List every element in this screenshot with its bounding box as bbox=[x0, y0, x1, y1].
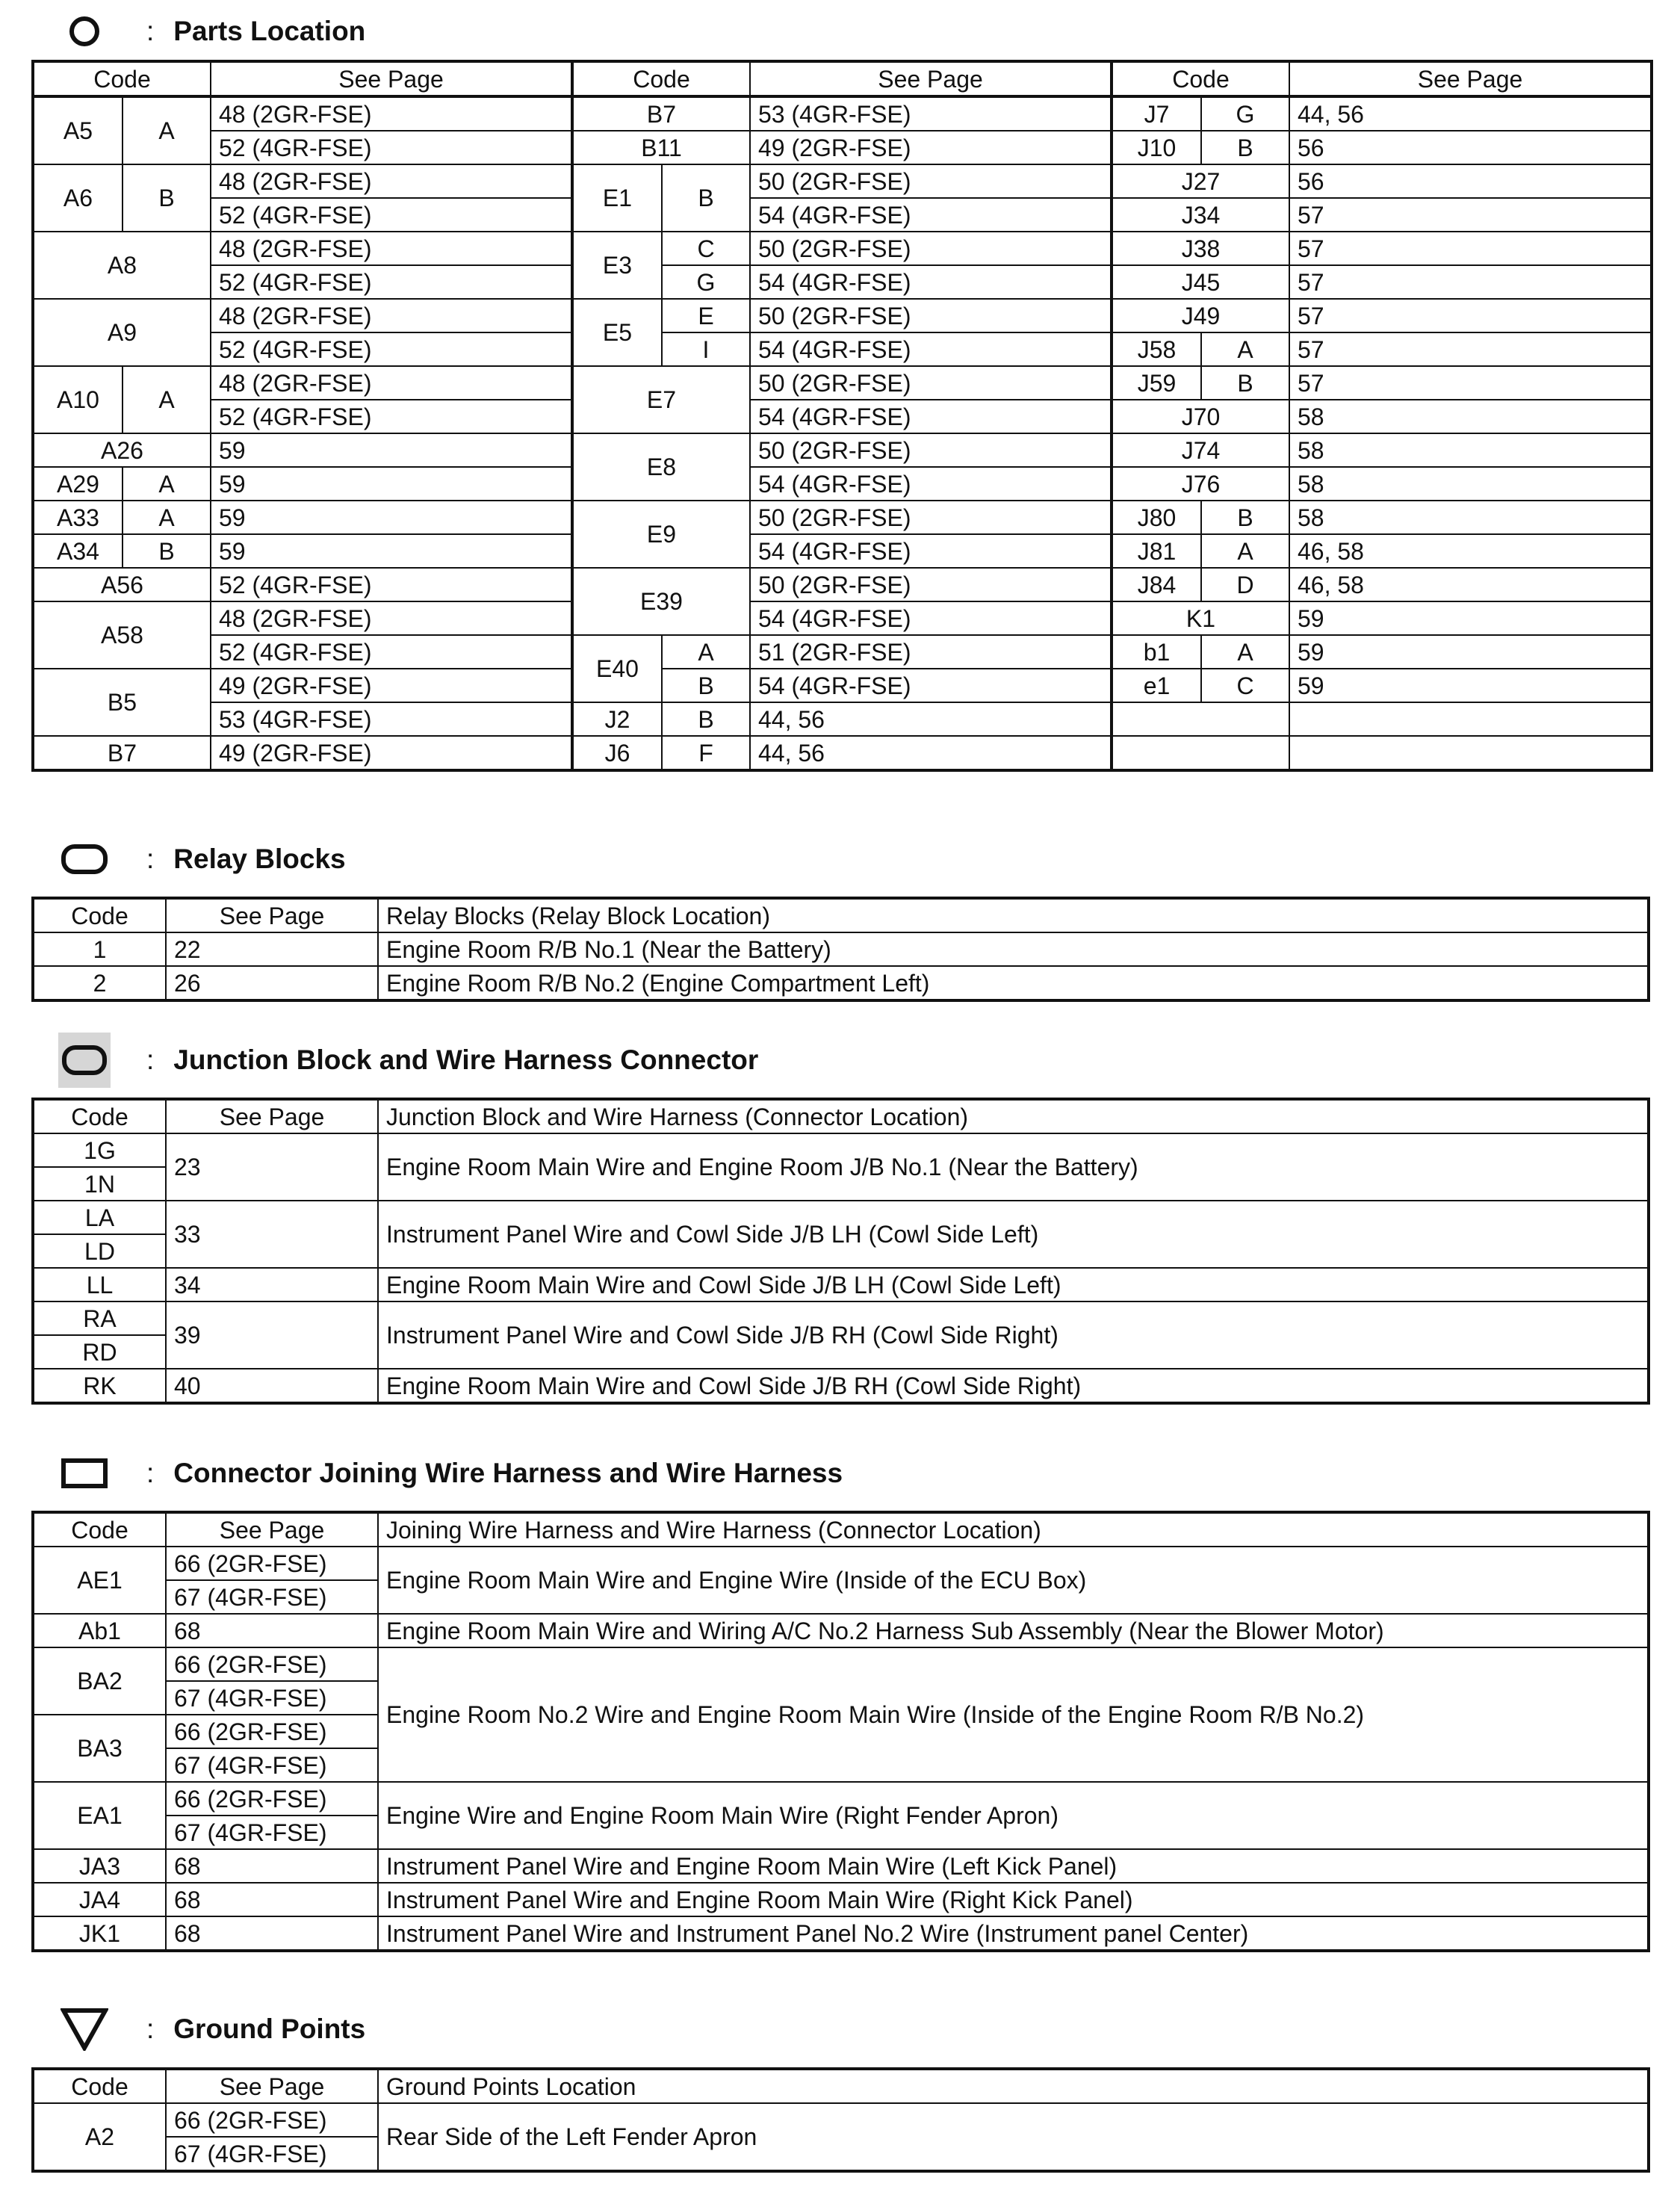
desc-cell: Instrument Panel Wire and Cowl Side J/B RH (Cowl Side Right) bbox=[378, 1301, 1649, 1369]
table-row bbox=[33, 332, 1652, 366]
col-header-code: Code bbox=[33, 1099, 166, 1133]
table-row bbox=[33, 1201, 1649, 1234]
sub-code-cell: B bbox=[662, 164, 750, 232]
page-cell: 50 (2GR-FSE) bbox=[750, 232, 1112, 265]
page-cell: 26 bbox=[166, 966, 378, 1000]
page-cell: 54 (4GR-FSE) bbox=[750, 332, 1112, 366]
page-cell: 48 (2GR-FSE) bbox=[211, 299, 572, 332]
page-cell: 52 (4GR-FSE) bbox=[211, 400, 572, 433]
code-cell: AE1 bbox=[33, 1547, 166, 1614]
page-cell: 52 (4GR-FSE) bbox=[211, 568, 572, 601]
page-cell: 57 bbox=[1289, 198, 1652, 232]
sub-code-cell: A bbox=[123, 501, 211, 534]
relay-blocks-header bbox=[58, 837, 346, 882]
sub-code-cell: B bbox=[1201, 131, 1289, 164]
page-cell: 22 bbox=[166, 932, 378, 966]
code-cell: J70 bbox=[1112, 400, 1289, 433]
code-cell: J81 bbox=[1112, 534, 1201, 568]
colon: : bbox=[146, 16, 155, 46]
table-row bbox=[33, 96, 1652, 131]
connector-joining-table bbox=[31, 1511, 1650, 1952]
sub-code-cell: G bbox=[662, 265, 750, 299]
code-cell: J10 bbox=[1112, 131, 1201, 164]
code-cell: J59 bbox=[1112, 366, 1201, 400]
page-cell: 44, 56 bbox=[750, 736, 1112, 770]
code-cell: 1 bbox=[33, 932, 166, 966]
ground-points-header bbox=[58, 2007, 365, 2052]
page-cell: 66 (2GR-FSE) bbox=[166, 1647, 378, 1681]
empty-cell bbox=[1289, 736, 1652, 770]
page-cell: 34 bbox=[166, 1268, 378, 1301]
page-cell: 59 bbox=[1289, 601, 1652, 635]
code-cell: e1 bbox=[1112, 669, 1201, 702]
table-row bbox=[33, 534, 1652, 568]
code-cell: A8 bbox=[33, 232, 211, 299]
desc-cell: Engine Room Main Wire and Cowl Side J/B RH (Cowl Side Right) bbox=[378, 1369, 1649, 1403]
sub-code-cell: E bbox=[662, 299, 750, 332]
page-cell: 52 (4GR-FSE) bbox=[211, 332, 572, 366]
page-cell: 50 (2GR-FSE) bbox=[750, 366, 1112, 400]
page-cell: 44, 56 bbox=[750, 702, 1112, 736]
code-cell: J38 bbox=[1112, 232, 1289, 265]
page-cell: 66 (2GR-FSE) bbox=[166, 1782, 378, 1816]
code-cell: J34 bbox=[1112, 198, 1289, 232]
code-cell: EA1 bbox=[33, 1782, 166, 1849]
table-row bbox=[33, 1547, 1649, 1580]
table-row bbox=[33, 433, 1652, 467]
sub-code-cell: B bbox=[123, 164, 211, 232]
table-row bbox=[33, 635, 1652, 669]
page-cell: 39 bbox=[166, 1301, 378, 1369]
desc-cell: Engine Room No.2 Wire and Engine Room Main Wire (Inside of the Engine Room R/B No.2) bbox=[378, 1647, 1649, 1782]
page-cell: 46, 58 bbox=[1289, 534, 1652, 568]
page-cell: 50 (2GR-FSE) bbox=[750, 568, 1112, 601]
code-cell: J6 bbox=[572, 736, 662, 770]
page-cell: 48 (2GR-FSE) bbox=[211, 232, 572, 265]
desc-cell: Engine Room Main Wire and Engine Wire (Inside of the ECU Box) bbox=[378, 1547, 1649, 1614]
page-cell: 57 bbox=[1289, 232, 1652, 265]
desc-cell: Rear Side of the Left Fender Apron bbox=[378, 2103, 1649, 2171]
colon: : bbox=[146, 844, 155, 874]
circle-icon bbox=[58, 9, 111, 54]
parts-location-title: Parts Location bbox=[173, 16, 366, 46]
page-cell: 58 bbox=[1289, 433, 1652, 467]
col-header-desc: Relay Blocks (Relay Block Location) bbox=[378, 898, 1649, 932]
col-header-code: Code bbox=[572, 61, 750, 96]
triangle-icon bbox=[58, 2007, 111, 2052]
sub-code-cell: C bbox=[1201, 669, 1289, 702]
table-row bbox=[33, 1883, 1649, 1916]
col-header-code: Code bbox=[33, 1512, 166, 1547]
col-header-see-page: See Page bbox=[750, 61, 1112, 96]
page-cell: 54 (4GR-FSE) bbox=[750, 601, 1112, 635]
code-cell: J45 bbox=[1112, 265, 1289, 299]
code-cell: B11 bbox=[572, 131, 750, 164]
desc-cell: Engine Room Main Wire and Wiring A/C No.2 Harness Sub Assembly (Near the Blower Motor) bbox=[378, 1614, 1649, 1647]
code-cell: A58 bbox=[33, 601, 211, 669]
page-cell: 68 bbox=[166, 1849, 378, 1883]
ground-points-title: Ground Points bbox=[173, 2014, 366, 2044]
sub-code-cell: A bbox=[123, 96, 211, 164]
code-cell: J49 bbox=[1112, 299, 1289, 332]
col-header-code: Code bbox=[33, 61, 211, 96]
page-cell: 51 (2GR-FSE) bbox=[750, 635, 1112, 669]
table-row bbox=[33, 702, 1652, 736]
code-cell: LL bbox=[33, 1268, 166, 1301]
oval-icon bbox=[58, 837, 111, 882]
code-cell: E39 bbox=[572, 568, 750, 635]
sub-code-cell: A bbox=[123, 366, 211, 433]
code-cell: A10 bbox=[33, 366, 123, 433]
code-cell: 1G bbox=[33, 1133, 166, 1167]
page-cell: 48 (2GR-FSE) bbox=[211, 96, 572, 131]
code-cell: RK bbox=[33, 1369, 166, 1403]
page-cell: 46, 58 bbox=[1289, 568, 1652, 601]
table-row bbox=[33, 1133, 1649, 1167]
page-cell: 67 (4GR-FSE) bbox=[166, 1816, 378, 1849]
code-cell: JK1 bbox=[33, 1916, 166, 1951]
code-cell: J76 bbox=[1112, 467, 1289, 501]
code-cell: B7 bbox=[572, 96, 750, 131]
table-row bbox=[33, 467, 1652, 501]
page-cell: 67 (4GR-FSE) bbox=[166, 1681, 378, 1715]
table-row bbox=[33, 1647, 1649, 1681]
table-row bbox=[33, 299, 1652, 332]
page-cell: 67 (4GR-FSE) bbox=[166, 1580, 378, 1614]
code-cell: J7 bbox=[1112, 96, 1201, 131]
page-cell: 58 bbox=[1289, 467, 1652, 501]
code-cell: A33 bbox=[33, 501, 123, 534]
table-row bbox=[33, 2103, 1649, 2137]
sub-code-cell: B bbox=[123, 534, 211, 568]
sub-code-cell: C bbox=[662, 232, 750, 265]
table-row bbox=[33, 1268, 1649, 1301]
code-cell: JA4 bbox=[33, 1883, 166, 1916]
page-cell: 59 bbox=[211, 501, 572, 534]
code-cell: J2 bbox=[572, 702, 662, 736]
code-cell: E9 bbox=[572, 501, 750, 568]
colon: : bbox=[146, 1044, 155, 1075]
code-cell: J84 bbox=[1112, 568, 1201, 601]
code-cell: BA2 bbox=[33, 1647, 166, 1715]
code-cell: 1N bbox=[33, 1167, 166, 1201]
ground-points-table bbox=[31, 2067, 1650, 2173]
code-cell: E7 bbox=[572, 366, 750, 433]
sub-code-cell: F bbox=[662, 736, 750, 770]
page-cell: 59 bbox=[1289, 669, 1652, 702]
page-cell: 66 (2GR-FSE) bbox=[166, 1547, 378, 1580]
table-row bbox=[33, 1369, 1649, 1403]
table-row bbox=[33, 1916, 1649, 1951]
page-cell: 54 (4GR-FSE) bbox=[750, 669, 1112, 702]
page-cell: 57 bbox=[1289, 299, 1652, 332]
page-cell: 68 bbox=[166, 1614, 378, 1647]
code-cell: J80 bbox=[1112, 501, 1201, 534]
table-row bbox=[33, 1614, 1649, 1647]
page-cell: 52 (4GR-FSE) bbox=[211, 265, 572, 299]
colon: : bbox=[146, 1458, 155, 1488]
desc-cell: Instrument Panel Wire and Engine Room Main Wire (Right Kick Panel) bbox=[378, 1883, 1649, 1916]
code-cell: E5 bbox=[572, 299, 662, 366]
page-cell: 68 bbox=[166, 1916, 378, 1951]
code-cell: E8 bbox=[572, 433, 750, 501]
page-cell: 67 (4GR-FSE) bbox=[166, 1748, 378, 1782]
junction-block-header bbox=[58, 1038, 758, 1083]
page-cell: 56 bbox=[1289, 131, 1652, 164]
page-cell: 49 (2GR-FSE) bbox=[211, 736, 572, 770]
page-cell: 54 (4GR-FSE) bbox=[750, 265, 1112, 299]
rectangle-icon bbox=[58, 1451, 111, 1496]
page-cell: 23 bbox=[166, 1133, 378, 1201]
empty-cell bbox=[1289, 702, 1652, 736]
page-cell: 67 (4GR-FSE) bbox=[166, 2137, 378, 2171]
page-cell: 57 bbox=[1289, 366, 1652, 400]
page-cell: 48 (2GR-FSE) bbox=[211, 366, 572, 400]
empty-cell bbox=[1112, 702, 1289, 736]
table-row bbox=[33, 164, 1652, 198]
code-cell: A9 bbox=[33, 299, 211, 366]
sub-code-cell: I bbox=[662, 332, 750, 366]
code-cell: A34 bbox=[33, 534, 123, 568]
table-row bbox=[33, 966, 1649, 1000]
col-header-code: Code bbox=[33, 2069, 166, 2103]
code-cell: B5 bbox=[33, 669, 211, 736]
relay-blocks-title: Relay Blocks bbox=[173, 844, 346, 874]
page-cell: 33 bbox=[166, 1201, 378, 1268]
table-row bbox=[33, 501, 1652, 534]
page-cell: 59 bbox=[1289, 635, 1652, 669]
table-row bbox=[33, 131, 1652, 164]
sub-code-cell: A bbox=[123, 467, 211, 501]
code-cell: J58 bbox=[1112, 332, 1201, 366]
page-cell: 40 bbox=[166, 1369, 378, 1403]
parts-location-table bbox=[31, 60, 1653, 772]
page-cell: 52 (4GR-FSE) bbox=[211, 131, 572, 164]
page-cell: 49 (2GR-FSE) bbox=[211, 669, 572, 702]
table-row bbox=[33, 366, 1652, 400]
page-cell: 50 (2GR-FSE) bbox=[750, 164, 1112, 198]
sub-code-cell: A bbox=[1201, 332, 1289, 366]
col-header-see-page: See Page bbox=[166, 2069, 378, 2103]
table-row bbox=[33, 1782, 1649, 1816]
desc-cell: Engine Wire and Engine Room Main Wire (Right Fender Apron) bbox=[378, 1782, 1649, 1849]
col-header-see-page: See Page bbox=[166, 898, 378, 932]
page-cell: 59 bbox=[211, 433, 572, 467]
col-header-see-page: See Page bbox=[1289, 61, 1652, 96]
sub-code-cell: A bbox=[662, 635, 750, 669]
desc-cell: Engine Room Main Wire and Cowl Side J/B LH (Cowl Side Left) bbox=[378, 1268, 1649, 1301]
col-header-see-page: See Page bbox=[166, 1512, 378, 1547]
page-cell: 59 bbox=[211, 534, 572, 568]
col-header-desc: Ground Points Location bbox=[378, 2069, 1649, 2103]
col-header-desc: Joining Wire Harness and Wire Harness (Connector Location) bbox=[378, 1512, 1649, 1547]
sub-code-cell: A bbox=[1201, 534, 1289, 568]
table-row bbox=[33, 568, 1652, 601]
code-cell: b1 bbox=[1112, 635, 1201, 669]
page-cell: 49 (2GR-FSE) bbox=[750, 131, 1112, 164]
page-cell: 44, 56 bbox=[1289, 96, 1652, 131]
desc-cell: Instrument Panel Wire and Instrument Panel No.2 Wire (Instrument panel Center) bbox=[378, 1916, 1649, 1951]
table-header-row bbox=[33, 1099, 1649, 1133]
code-cell: BA3 bbox=[33, 1715, 166, 1782]
page-cell: 56 bbox=[1289, 164, 1652, 198]
table-row bbox=[33, 1301, 1649, 1335]
parts-location-header bbox=[58, 9, 365, 54]
table-row bbox=[33, 1849, 1649, 1883]
page-cell: 58 bbox=[1289, 501, 1652, 534]
code-cell: E3 bbox=[572, 232, 662, 299]
table-header-row bbox=[33, 1512, 1649, 1547]
code-cell: A26 bbox=[33, 433, 211, 467]
col-header-desc: Junction Block and Wire Harness (Connector Location) bbox=[378, 1099, 1649, 1133]
table-row bbox=[33, 669, 1652, 702]
code-cell: 2 bbox=[33, 966, 166, 1000]
page-cell: 50 (2GR-FSE) bbox=[750, 299, 1112, 332]
page-cell: 68 bbox=[166, 1883, 378, 1916]
code-cell: A5 bbox=[33, 96, 123, 164]
table-row bbox=[33, 601, 1652, 635]
code-cell: LD bbox=[33, 1234, 166, 1268]
page-cell: 48 (2GR-FSE) bbox=[211, 601, 572, 635]
sub-code-cell: G bbox=[1201, 96, 1289, 131]
code-cell: B7 bbox=[33, 736, 211, 770]
desc-cell: Engine Room R/B No.2 (Engine Compartment Left) bbox=[378, 966, 1649, 1000]
page-cell: 54 (4GR-FSE) bbox=[750, 400, 1112, 433]
sub-code-cell: B bbox=[662, 702, 750, 736]
page-cell: 52 (4GR-FSE) bbox=[211, 635, 572, 669]
code-cell: RD bbox=[33, 1335, 166, 1369]
sub-code-cell: A bbox=[1201, 635, 1289, 669]
desc-cell: Engine Room R/B No.1 (Near the Battery) bbox=[378, 932, 1649, 966]
code-cell: A29 bbox=[33, 467, 123, 501]
code-cell: K1 bbox=[1112, 601, 1289, 635]
page-cell: 53 (4GR-FSE) bbox=[750, 96, 1112, 131]
empty-cell bbox=[1112, 736, 1289, 770]
col-header-see-page: See Page bbox=[166, 1099, 378, 1133]
code-cell: A2 bbox=[33, 2103, 166, 2171]
sub-code-cell: B bbox=[662, 669, 750, 702]
desc-cell: Instrument Panel Wire and Engine Room Main Wire (Left Kick Panel) bbox=[378, 1849, 1649, 1883]
sub-code-cell: D bbox=[1201, 568, 1289, 601]
page-cell: 66 (2GR-FSE) bbox=[166, 1715, 378, 1748]
sub-code-cell: B bbox=[1201, 501, 1289, 534]
col-header-see-page: See Page bbox=[211, 61, 572, 96]
page-cell: 59 bbox=[211, 467, 572, 501]
code-cell: JA3 bbox=[33, 1849, 166, 1883]
junction-block-title: Junction Block and Wire Harness Connector bbox=[173, 1044, 759, 1075]
page-cell: 66 (2GR-FSE) bbox=[166, 2103, 378, 2137]
code-cell: RA bbox=[33, 1301, 166, 1335]
table-header-row bbox=[33, 898, 1649, 932]
page-cell: 58 bbox=[1289, 400, 1652, 433]
table-row bbox=[33, 736, 1652, 770]
sub-code-cell: B bbox=[1201, 366, 1289, 400]
col-header-code: Code bbox=[33, 898, 166, 932]
page-cell: 54 (4GR-FSE) bbox=[750, 534, 1112, 568]
code-cell: A56 bbox=[33, 568, 211, 601]
code-cell: A6 bbox=[33, 164, 123, 232]
table-header-row bbox=[33, 61, 1652, 96]
code-cell: E1 bbox=[572, 164, 662, 232]
code-cell: J74 bbox=[1112, 433, 1289, 467]
page-cell: 57 bbox=[1289, 265, 1652, 299]
code-cell: J27 bbox=[1112, 164, 1289, 198]
code-cell: Ab1 bbox=[33, 1614, 166, 1647]
table-row bbox=[33, 198, 1652, 232]
connector-joining-header bbox=[58, 1451, 843, 1496]
desc-cell: Instrument Panel Wire and Cowl Side J/B LH (Cowl Side Left) bbox=[378, 1201, 1649, 1268]
code-cell: E40 bbox=[572, 635, 662, 702]
page-cell: 53 (4GR-FSE) bbox=[211, 702, 572, 736]
page-cell: 48 (2GR-FSE) bbox=[211, 164, 572, 198]
relay-blocks-table bbox=[31, 897, 1650, 1002]
junction-block-table bbox=[31, 1098, 1650, 1405]
page-cell: 54 (4GR-FSE) bbox=[750, 467, 1112, 501]
page-cell: 54 (4GR-FSE) bbox=[750, 198, 1112, 232]
page-cell: 52 (4GR-FSE) bbox=[211, 198, 572, 232]
page-cell: 57 bbox=[1289, 332, 1652, 366]
colon: : bbox=[146, 2014, 155, 2044]
page-cell: 50 (2GR-FSE) bbox=[750, 501, 1112, 534]
code-cell: LA bbox=[33, 1201, 166, 1234]
connector-joining-title: Connector Joining Wire Harness and Wire Harness bbox=[173, 1458, 843, 1488]
table-row bbox=[33, 400, 1652, 433]
table-header-row bbox=[33, 2069, 1649, 2103]
table-row bbox=[33, 265, 1652, 299]
desc-cell: Engine Room Main Wire and Engine Room J/B No.1 (Near the Battery) bbox=[378, 1133, 1649, 1201]
shaded-oval-icon bbox=[58, 1038, 111, 1083]
col-header-code: Code bbox=[1112, 61, 1289, 96]
table-row bbox=[33, 932, 1649, 966]
page-cell: 50 (2GR-FSE) bbox=[750, 433, 1112, 467]
table-row bbox=[33, 232, 1652, 265]
